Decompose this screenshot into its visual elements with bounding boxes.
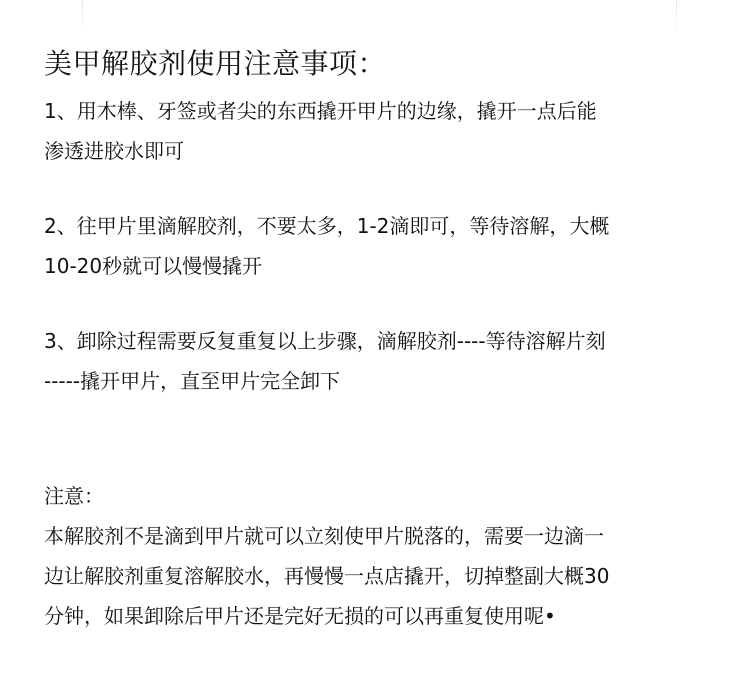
note-line-1: 本解胶剂不是滴到甲片就可以立刻使甲片脱落的，需要一边滴一 [44, 524, 604, 548]
step-2-paragraph [44, 206, 609, 286]
step-3-line-2: -----撬开甲片，直至甲片完全卸下 [44, 369, 341, 393]
note-label: 注意： [44, 484, 104, 508]
step-2-line-2: 10-20秒就可以慢慢撬开 [44, 254, 263, 278]
step-3-line-1: 3、卸除过程需要反复重复以上步骤，滴解胶剂----等待溶解片刻 [44, 329, 606, 353]
top-left-divider [82, 0, 83, 38]
page-title: 美甲解胶剂使用注意事项： [44, 47, 387, 80]
note-line-2: 边让解胶剂重复溶解胶水，再慢慢一点店撬开，切掉整副大概30 [44, 564, 610, 588]
note-paragraph [44, 476, 609, 636]
step-1-paragraph [44, 91, 597, 171]
step-1-line-2: 渗透进胶水即可 [44, 139, 184, 163]
note-line-3: 分钟，如果卸除后甲片还是完好无损的可以再重复使用呢• [44, 604, 556, 628]
step-3-paragraph [44, 321, 606, 401]
step-1-line-1: 1、用木棒、牙签或者尖的东西撬开甲片的边缘，撬开一点后能 [44, 99, 597, 123]
step-2-line-1: 2、往甲片里滴解胶剂，不要太多，1-2滴即可，等待溶解，大概 [44, 214, 610, 238]
top-right-divider [676, 0, 677, 38]
